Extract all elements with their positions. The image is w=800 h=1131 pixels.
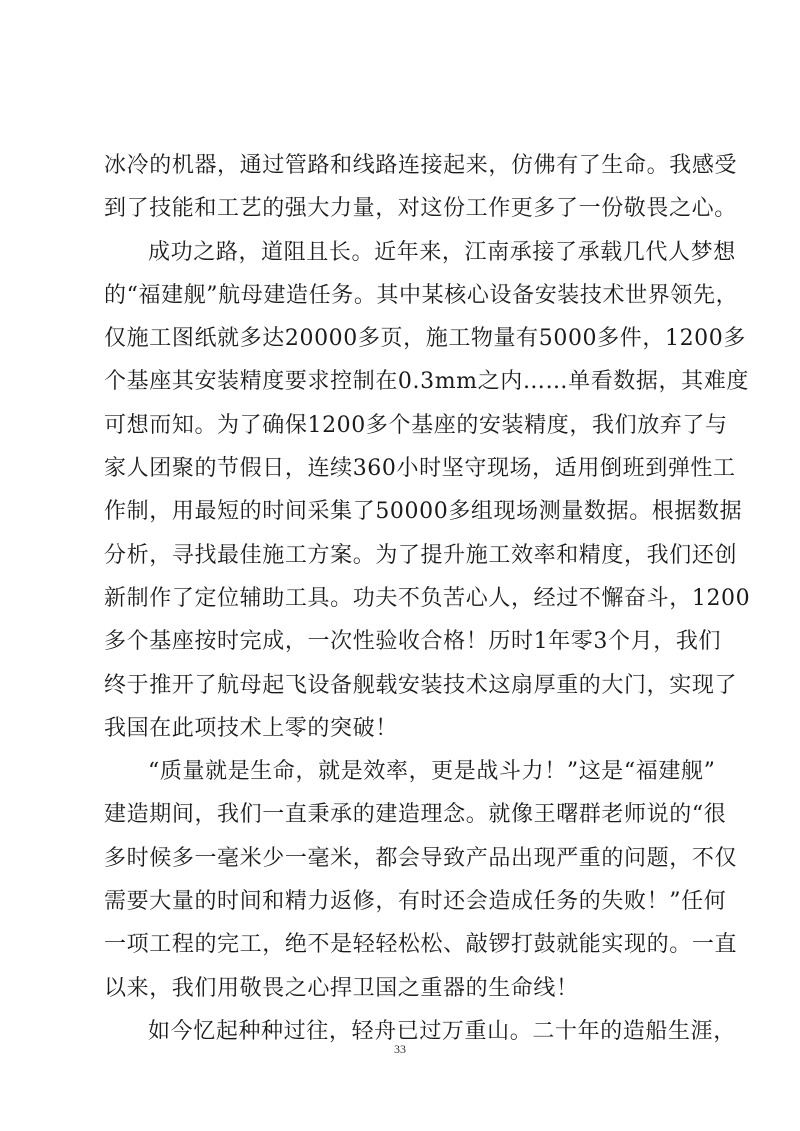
text-line: 的 “ 福 建 舰 ” 航 母 建 造 任 务 。 其 中 某 核 心 设 备 安 装 技 术 世 界 领 先 ， bbox=[104, 282, 739, 308]
text-line: 一 项 工 程 的 完 工 ， 绝 不 是 轻 轻 松 松 、 敲 锣 打 鼓 就 能 实 现 的 。 一 直 bbox=[104, 932, 738, 958]
text-line: 需 要 大 量 的 时 间 和 精 力 返 修 ， 有 时 还 会 造 成 任 务 的 失 败 ！ ” 任 何 bbox=[104, 889, 727, 915]
text-line: 多 个 基 座 按 时 完 成 ， 一 次 性 验 收 合 格 ！ 历 时 1 年 零 3 个 月 ， 我 们 bbox=[104, 629, 722, 655]
text-line: 如 今 忆 起 种 种 过 往 ， 轻 舟 已 过 万 重 山 。 二 十 年 的 造 船 生 涯 ， bbox=[148, 1018, 736, 1044]
text-line: 冰 冷 的 机 器 ， 通 过 管 路 和 线 路 连 接 起 来 ， 仿 佛 有 了 生 命 。 我 感 受 bbox=[104, 153, 738, 178]
text-line: 仅 施 工 图 纸 就 多 达 20000 多 页 ， 施 工 物 量 有 5000 多 件 ， 1200 多 bbox=[104, 326, 746, 352]
text-line: 可 想 而 知 。 为 了 确 保 1200 多 个 基 座 的 安 装 精 度 ， 我 们 放 弃 了 与 bbox=[104, 412, 728, 438]
text-line: 成 功 之 路 ， 道 阻 且 长 。 近 年 来 ， 江 南 承 接 了 承 载 几 代 人 梦 想 bbox=[148, 239, 736, 265]
text-line: 作 制 ， 用 最 短 的 时 间 采 集 了 50000 多 组 现 场 测 量 数 据 。 根 据 数 据 bbox=[104, 499, 743, 525]
text-line: 到了技能和工艺的强大力量，对这份工作更多了一份敬畏之心。 bbox=[104, 196, 737, 222]
text-line: “ 质 量 就 是 生 命 ， 就 是 效 率 ， 更 是 战 斗 力 ！ ” 这 是 “ 福 建 舰 ” bbox=[148, 759, 716, 785]
text-line: 新 制 作 了 定 位 辅 助 工 具 。 功 夫 不 负 苦 心 人 ， 经 过 不 懈 奋 斗 ， 1200 bbox=[104, 585, 751, 611]
text-line: 终 于 推 开 了 航 母 起 飞 设 备 舰 载 安 装 技 术 这 扇 厚 重 的 大 门 ， 实 现 了 bbox=[104, 672, 738, 698]
text-line: 以来，我们用敬畏之心捍卫国之重器的生命线！ bbox=[104, 975, 579, 1001]
page-number: 33 bbox=[394, 1042, 406, 1056]
text-line: 分 析 ， 寻 找 最 佳 施 工 方 案 。 为 了 提 升 施 工 效 率 和 精 度 ， 我 们 还 创 bbox=[104, 542, 738, 568]
text-line: 个 基 座 其 安 装 精 度 要 求 控 制 在 0.3mm 之 内 … … 单 看 数 据 ， 其 难 度 bbox=[104, 369, 749, 395]
text-line: 建 造 期 间 ， 我 们 一 直 秉 承 的 建 造 理 念 。 就 像 王 曙 群 老 师 说 的 “ 很 bbox=[104, 802, 727, 828]
text-line: 家 人 团 聚 的 节 假 日 ， 连 续 360 小 时 坚 守 现 场 ， 适 用 倒 班 到 弹 性 工 bbox=[104, 456, 736, 482]
text-line: 多 时 候 多 一 毫 米 少 一 毫 米 ， 都 会 导 致 产 品 出 现 严 重 的 问 题 ， 不 仅 bbox=[104, 845, 738, 871]
body-text bbox=[104, 144, 751, 1053]
text-line: 我国在此项技术上零的突破！ bbox=[104, 715, 398, 741]
